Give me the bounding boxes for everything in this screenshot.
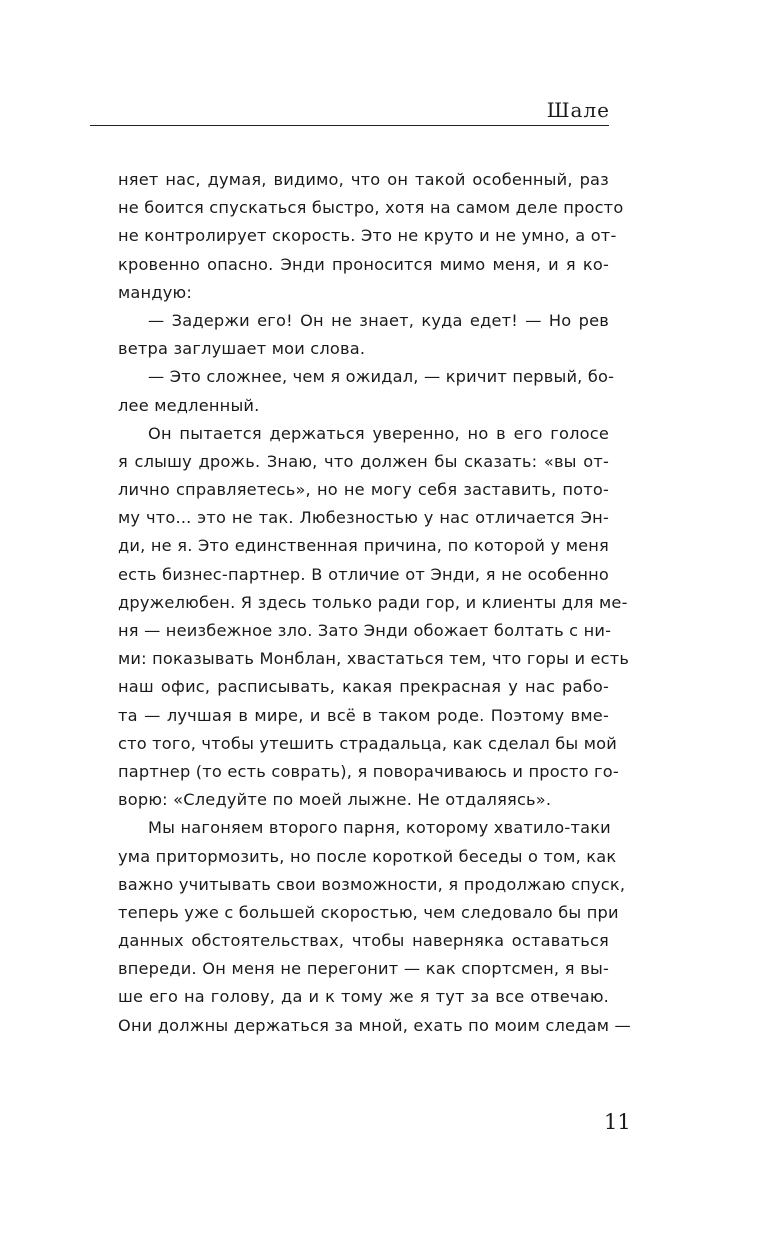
text-line: му что... это не так. Любезностью у нас отличается Эн-	[118, 508, 609, 528]
text-line: та — лучшая в мире, и всё в таком роде. Поэтому вме-	[118, 705, 609, 725]
running-title: Шале	[546, 98, 610, 122]
text-line: ветра заглушает мои слова.	[118, 339, 366, 359]
text-line: впереди. Он меня не перегонит — как спортсмен, я вы-	[118, 959, 609, 979]
text-line: наш офис, расписывать, какая прекрасная у нас рабо-	[118, 677, 609, 697]
text-line: лее медленный.	[118, 395, 260, 415]
text-line: есть бизнес-партнер. В отличие от Энди, я не особенно	[118, 564, 609, 584]
text-line: я слышу дрожь. Знаю, что должен бы сказать: «вы от-	[118, 451, 609, 471]
text-line: теперь уже с большей скоростью, чем следовало бы при	[118, 902, 619, 922]
body-text	[118, 166, 631, 1040]
text-line: лично справляетесь», но не могу себя заставить, пото-	[118, 480, 609, 500]
text-line: важно учитывать свои возможности, я продолжаю спуск,	[118, 874, 626, 894]
text-line: ми: показывать Монблан, хвастаться тем, что горы и есть	[118, 649, 630, 669]
text-line: няет нас, думая, видимо, что он такой особенный, раз	[118, 170, 609, 189]
text-line: ума притормозить, но после короткой беседы о том, как	[118, 846, 617, 866]
text-line: — Задержи его! Он не знает, куда едет! — Но рев	[148, 310, 609, 330]
text-line: Мы нагоняем второго парня, которому хватило-таки	[148, 818, 611, 838]
text-line: ше его на голову, да и к тому же я тут за все отвечаю.	[118, 987, 609, 1007]
text-line: дружелюбен. Я здесь только ради гор, и клиенты для ме-	[118, 592, 628, 612]
text-line: мандую:	[118, 282, 192, 302]
text-line: не контролирует скорость. Это не круто и не умно, а от-	[118, 226, 617, 246]
text-line: Он пытается держаться уверенно, но в его голосе	[148, 423, 609, 443]
text-line: данных обстоятельствах, чтобы наверняка оставаться	[118, 931, 609, 951]
header-rule	[90, 125, 609, 126]
text-line: кровенно опасно. Энди проносится мимо меня, и я ко-	[118, 254, 609, 274]
text-line: партнер (то есть соврать), я поворачиваюсь и просто го-	[118, 761, 619, 781]
text-line: ворю: «Следуйте по моей лыжне. Не отдаляясь».	[118, 790, 552, 810]
text-line: ня — неизбежное зло. Зато Энди обожает болтать с ни-	[118, 621, 612, 640]
text-line: ди, не я. Это единственная причина, по которой у меня	[118, 536, 609, 556]
text-line: сто того, чтобы утешить страдальца, как сделал бы мой	[118, 733, 617, 753]
text-line: — Это сложнее, чем я ожидал, — кричит первый, бо-	[148, 367, 615, 387]
text-line: не боится спускаться быстро, хотя на самом деле просто	[118, 198, 624, 218]
page-number: 11	[604, 1110, 631, 1134]
text-line: Они должны держаться за мной, ехать по моим следам —	[118, 1015, 631, 1035]
